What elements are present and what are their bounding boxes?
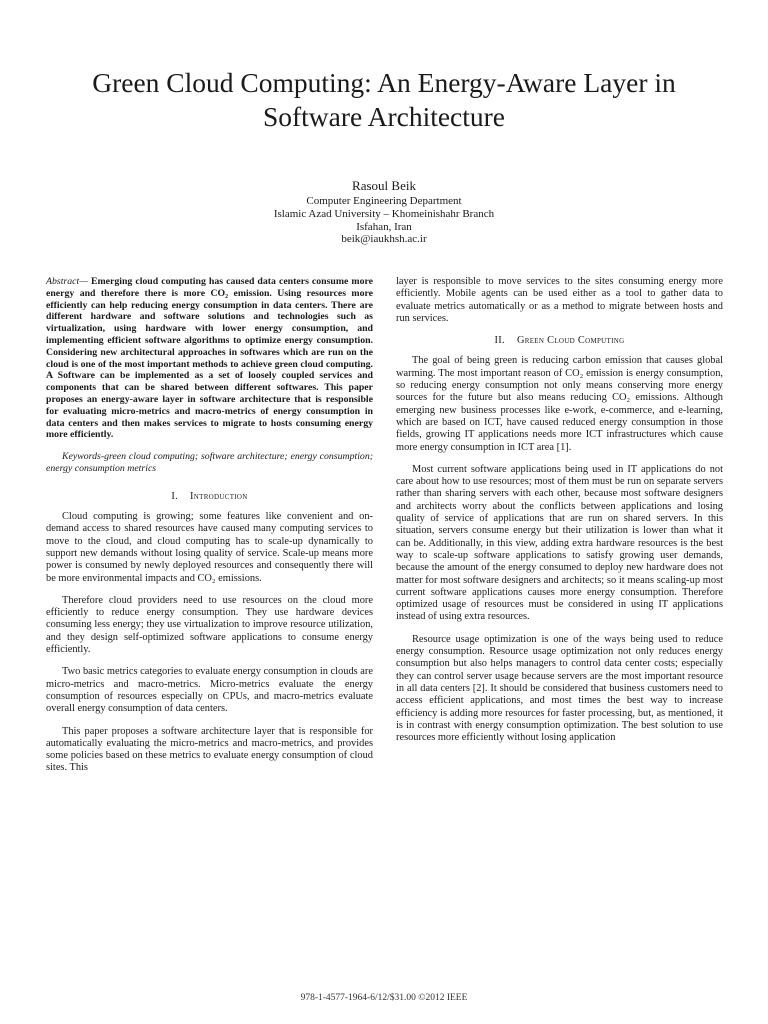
paragraph: Two basic metrics categories to evaluate energy consumption in clouds are micro-metrics and macro-metrics. Micro-metrics evaluate the energy consumption of resources especially on CPUs, and macro-metrics evaluate overall energy consumption of data centers. (46, 666, 373, 715)
abstract-lead: Abstract— (46, 276, 88, 287)
section-heading-green-cloud-computing (396, 335, 723, 347)
paragraph: Therefore cloud providers need to use resources on the cloud more efficiently to reduce energy consumption. They use hardware devices consuming less energy; they use virtualization to improve resource utilization, and they design self-optimized software applications to consume energy efficiently. (46, 594, 373, 656)
section-number: I. (171, 490, 179, 502)
section-number: II. (494, 335, 505, 347)
author-block (200, 177, 568, 246)
abstract (46, 276, 373, 441)
paragraph: The goal of being green is reducing carbon emission that causes global warming. The most important reason of CO₂ emission is energy consumption, so reducing energy consumption not only means conserving more energy sources for the future but also means reducing CO₂ emissions. Although emerging new business processes like e-work, e-commerce, and e-learning, which are based on ICT, have caused reduced energy consumption in those fields, growing IT applications needs more ICT infrastructures which cause more energy consumption in ICT area [1]. (396, 355, 723, 453)
author-email: beik@iaukhsh.ac.ir (341, 233, 427, 246)
abstract-text: Emerging cloud computing has caused data centers consume more energy and therefore there is more CO₂ emission. Using resources more efficiently can help reducing energy consumption in data centers. There are different hardware and software solutions and technologies such as virtualization, using hardware with lower energy consumption, and implementing efficient software algorithms to optimize energy consumption. Considering new architectural approaches in softwares which are run on the cloud is one of the most important methods to achieve green cloud computing. A Software can be implemented as a set of loosely coupled services and components that can be shared between different softwares. This paper proposes an energy-aware layer in software architecture that is responsible for evaluating micro-metrics and macro-metrics of energy consumption in data centers and then makes services to migrate to hosts consuming energy more efficiently. (46, 276, 373, 441)
left-column (46, 276, 373, 785)
right-column (396, 276, 723, 754)
paragraph: Most current software applications being used in IT applications do not care about how to use resources; most of them must be run on separate servers rather than sharing servers with each other, because most software designers and architects worry about the conflicts between applications and losing quality of service of applications that are run on shared servers. In this situation, servers consume energy but their utilization is lower than what it can be. Additionally, in this view, adding extra hardware resources is the best way to scale-up software applications to satisfy growing user demands, because the amount of the energy consumed to deploy new hardware does not matter for most software designers and architects; so it means scaling-up most current software applications causes more energy consumption. Therefore optimized usage of resources must be considered in using IT applications instead of using extra resources. (396, 463, 723, 623)
paragraph: Cloud computing is growing; some features like convenient and on-demand access to shared resources have caused many computing services to move to the cloud, and cloud computing has to scale-up dynamically to support new demands without losing quality of service. Scale-up means more power is consumed by newly deployed resources and consequently there will be more environmental impacts and CO₂ emissions. (46, 511, 373, 584)
paragraph-continued: layer is responsible to move services to the sites consuming energy more efficiently. Mobile agents can be used either as a tool to gather data to evaluate metrics automatically or as a method to migrate between hosts and run services. (396, 276, 723, 324)
author-name: Rasoul Beik (352, 178, 416, 193)
author-department: Computer Engineering Department (306, 195, 462, 207)
author-university: Islamic Azad University – Khomeinishahr Branch (273, 207, 495, 220)
keywords: Keywords-green cloud computing; software architecture; energy consumption; energy consumption metrics (46, 451, 373, 474)
section-title: Introduction (190, 490, 248, 502)
paragraph: Resource usage optimization is one of the ways being used to reduce energy consumption. Resource usage optimization not only reduces energy consumption but also helps managers to control data center costs; especially they can control server usage because servers are the most important resource in all data centers [2]. It should be considered that business customers need to access efficient applications, and most times the best way to increase efficiency is adding more resources for faster processing, but, as mentioned, it is in contrast with energy consumption optimization. The best solution to use resources more efficiently without losing application (396, 633, 723, 744)
author-location: Isfahan, Iran (356, 220, 412, 233)
page-footer: 978-1-4577-1964-6/12/$31.00 ©2012 IEEE (300, 993, 468, 1003)
paper-title: Green Cloud Computing: An Energy-Aware Layer in Software Architecture (92, 67, 676, 132)
section-title: Green Cloud Computing (516, 335, 625, 347)
paragraph: This paper proposes a software architecture layer that is responsible for automatically evaluating the micro-metrics and macro-metrics, and provides some policies based on these metrics to evaluate energy consumption of cloud sites. This (46, 725, 373, 774)
section-heading-introduction (46, 491, 373, 503)
